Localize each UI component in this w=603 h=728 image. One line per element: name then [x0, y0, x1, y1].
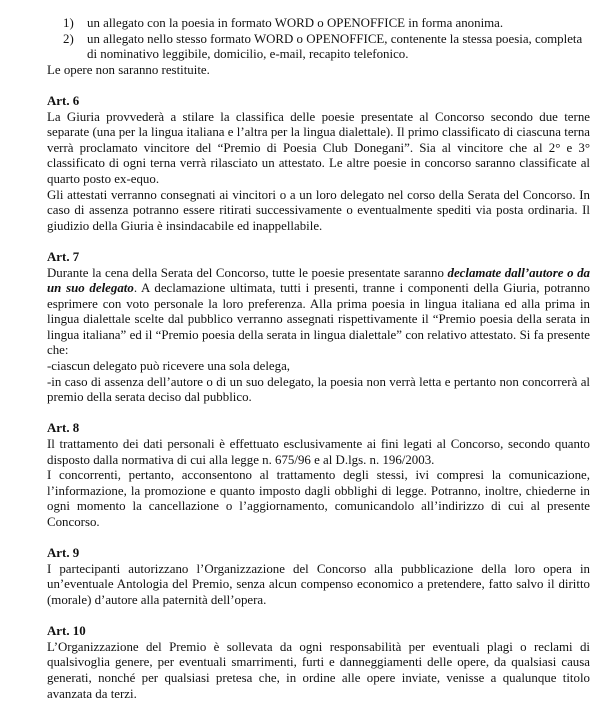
article-6-paragraph-2: Gli attestati verranno consegnati ai vincitori o a un loro delegato nel corso della Serata del Concorso. In caso di assenza potranno essere ritirati successivamente o eventualmente spediti via posta ordinaria. Il giudizio della Giuria è insindacabile ed inappellabile. — [47, 187, 590, 233]
article-8-paragraph-1: Il trattamento dei dati personali è effettuato esclusivamente ai fini legati al Concorso, secondo quanto disposto dalla normativa di cui alla legge n. 675/96 e al D.lgs. n. 196/2003. — [47, 437, 590, 467]
article-6-paragraph-1: La Giuria provvederà a stilare la classifica delle poesie presentate al Concorso secondo due terne separate (una per la lingua italiana e l’altra per la lingua dialettale). Il primo classificato di ciascuna terna verrà proclamato vincitore del “Premio di Poesia Club Donegani”. Sia al vincitore che al 2° e 3° classificato di ogni terna verrà rilasciato un attestato. Le altre poesie in concorso saranno classificate al quarto posto ex-equo. — [47, 109, 590, 186]
article-6-title: Art. 6 — [47, 93, 80, 108]
list-number: 1) — [63, 16, 74, 30]
article-9-title: Art. 9 — [47, 546, 80, 561]
article-7-text: . A declamazione ultimata, tutti i presenti, tranne i componenti della Giuria, potranno esprimere con voto personale la loro preferenza. Alla prima poesia in lingua italiana ed alla prima in lingua dialettale scelte dal pubblico verranno assegnati rispettivamente il “Premio poesia della serata in lingua italiana” ed il “Premio poesia della serata in lingua dialettale” con relativo attestato. Si fa presente che: — [47, 281, 590, 358]
document-page — [47, 16, 590, 702]
article-7-paragraph-1 — [47, 266, 590, 360]
article-7-bullet-1: -ciascun delegato può ricevere una sola delega, — [47, 359, 291, 374]
list-item — [63, 16, 590, 32]
submission-list — [47, 16, 590, 63]
article-7-bullet-2: -in caso di assenza dell’autore o di un suo delegato, la poesia non verrà letta e pertanto non concorrerà al premio della serata deciso dal pubblico. — [47, 374, 590, 405]
article-7-emphasis: declamate dall’autore o da un suo delegato — [47, 265, 590, 296]
list-number: 2) — [63, 31, 74, 46]
list-item-text: un allegato nello stesso formato WORD o OPENOFFICE, contenente la stessa poesia, completa di nominativo leggibile, domicilio, e-mail, recapito telefonico. — [87, 31, 583, 62]
list-item — [63, 32, 590, 63]
list-item-text: un allegato con la poesia in formato WORD o OPENOFFICE in forma anonima. — [87, 16, 504, 30]
article-7-title: Art. 7 — [47, 249, 80, 264]
intro-closing: Le opere non saranno restituite. — [47, 62, 210, 77]
article-10-title: Art. 10 — [47, 624, 86, 639]
article-8-title: Art. 8 — [47, 421, 80, 436]
article-7-text: Durante la cena della Serata del Concorso, tutte le poesie presentate saranno — [47, 265, 448, 280]
article-10-paragraph-1: L’Organizzazione del Premio è sollevata da ogni responsabilità per eventuali plagi o reclami di qualsivoglia genere, per eventuali smarrimenti, furti e danneggiamenti delle opere, da qualsiasi causa generati, nonché per qualsiasi pretesa che, in ordine alle opere inviate, venisse a qualunque titolo avanzata da terzi. — [47, 639, 590, 701]
article-9-paragraph-1: I partecipanti autorizzano l’Organizzazione del Concorso alla pubblicazione della loro opera in un’eventuale Antologia del Premio, senza alcun compenso economico a pretendere, fatto salvo il diritto (morale) d’autore alla paternità dell’opera. — [47, 561, 590, 607]
article-8-paragraph-2: I concorrenti, pertanto, acconsentono al trattamento degli stessi, ivi compresi la comunicazione, l’informazione, la promozione e quanto imposto dagli obblighi di legge. Potranno, inoltre, chiederne in ogni momento la cancellazione o l’aggiornamento, comunicandolo all’indirizzo di cui al presente Concorso. — [47, 468, 590, 529]
